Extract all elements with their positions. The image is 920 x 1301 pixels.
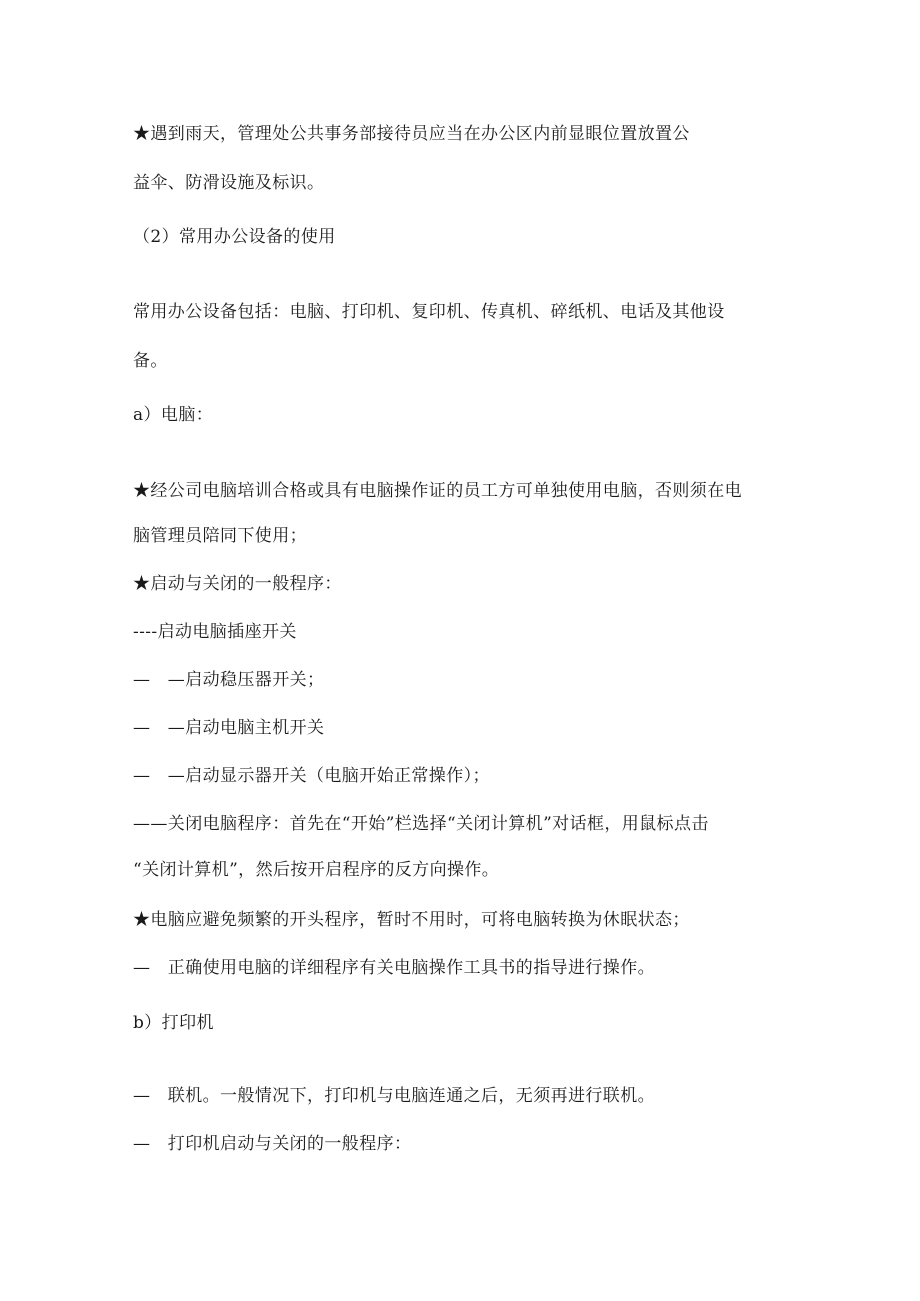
shutdown-procedure-line-2: “关闭计算机”，然后按开启程序的反方向操作。	[133, 860, 500, 880]
step-monitor: — —启动显示器开关（电脑开始正常操作）；	[133, 766, 490, 786]
printer-online-note: — 联机。一般情况下，打印机与电脑连通之后，无须再进行联机。	[133, 1086, 655, 1106]
equipment-list-line-1: 常用办公设备包括：电脑、打印机、复印机、传真机、碎纸机、电话及其他设	[133, 302, 725, 322]
section-heading-office-equipment: （2）常用办公设备的使用	[133, 227, 336, 247]
subsection-computer: a）电脑：	[133, 405, 214, 425]
rain-umbrella-line-1: ★遇到雨天，管理处公共事务部接待员应当在办公区内前显眼位置放置公	[133, 124, 690, 144]
step-voltage-regulator: — —启动稳压器开关；	[133, 670, 325, 690]
computer-usage-rule-line-1: ★经公司电脑培训合格或具有电脑操作证的员工方可单独使用电脑，否则须在电	[133, 481, 742, 501]
rain-umbrella-line-2: 益伞、防滑设施及标识。	[133, 173, 325, 193]
computer-usage-rule-line-2: 脑管理员陪同下使用；	[133, 526, 307, 546]
avoid-frequent-restart: ★电脑应避免频繁的开头程序，暂时不用时，可将电脑转换为休眠状态；	[133, 910, 690, 930]
equipment-list-line-2: 备。	[133, 351, 168, 371]
step-power-socket: ----启动电脑插座开关	[133, 622, 297, 642]
step-computer-host: — —启动电脑主机开关	[133, 718, 325, 738]
shutdown-procedure-line-1: ——关闭电脑程序：首先在“开始”栏选择“关闭计算机”对话框，用鼠标点击	[133, 814, 709, 834]
detailed-procedure-note: — 正确使用电脑的详细程序有关电脑操作工具书的指导进行操作。	[133, 958, 655, 978]
startup-shutdown-heading: ★启动与关闭的一般程序：	[133, 574, 342, 594]
subsection-printer: b）打印机	[133, 1013, 214, 1033]
printer-procedure-heading: — 打印机启动与关闭的一般程序：	[133, 1134, 412, 1154]
